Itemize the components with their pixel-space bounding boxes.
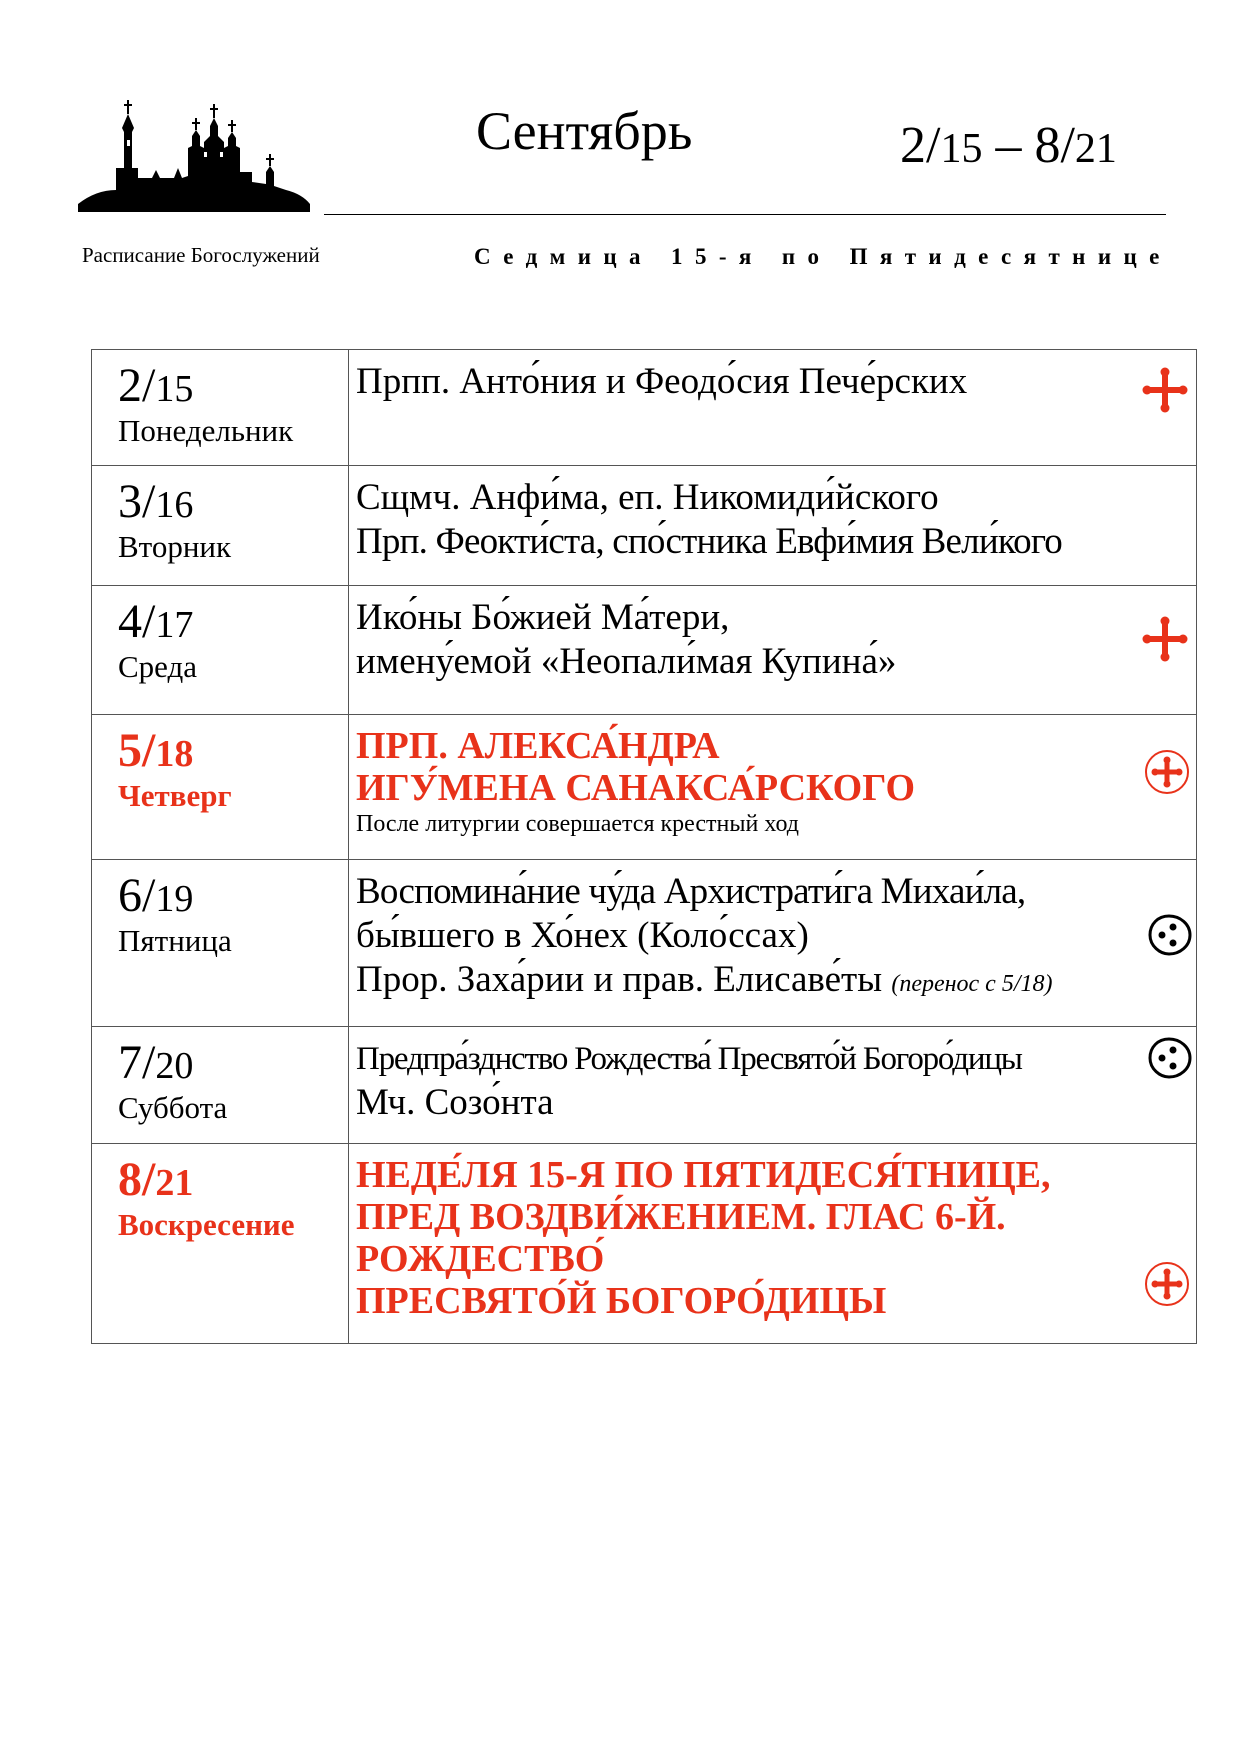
feast-line: Мч. Созо́нта (356, 1082, 554, 1123)
feast-line: Прп. Феокти́ста, спо́стника Евфи́мия Вели́кого (356, 521, 1062, 562)
feast-line: бы́вшего в Хо́нех (Коло́ссах) (356, 915, 809, 956)
feast-cell (349, 350, 1197, 466)
feast-line: Ико́ны Бо́жией Ма́тери, (356, 597, 730, 638)
date-number: 3/16 (118, 475, 194, 528)
feast-line: ПРЕСВЯТО́Й БОГОРО́ДИЦЫ (356, 1280, 887, 1322)
church-silhouette-icon (76, 86, 312, 212)
date-number: 8/21 (118, 1153, 194, 1206)
date-cell (92, 466, 349, 586)
date-number: 5/18 (118, 724, 194, 777)
table-row (92, 860, 1197, 1027)
feast-line: ПРП. АЛЕКСА́НДРА (356, 725, 720, 767)
date-number: 7/20 (118, 1036, 194, 1089)
weekday-label: Вторник (118, 529, 232, 564)
feast-cell (349, 466, 1197, 586)
range-separator: – 8/ (982, 117, 1075, 174)
feast-line: имену́емой «Неопали́мая Купина́» (356, 641, 897, 682)
weekday-label: Понедельник (118, 413, 294, 448)
week-title: Седмица 15-я по Пятидесятнице (474, 244, 1172, 269)
date-number: 4/17 (118, 595, 194, 648)
six-service-icon (1146, 912, 1192, 958)
feast-line: Прор. Заха́рии и прав. Елисаве́ты (перенос с 5/18) (356, 959, 1053, 1000)
date-cell (92, 860, 349, 1027)
date-cell (92, 350, 349, 466)
page-title: Сентябрь (476, 101, 693, 161)
table-row (92, 1027, 1197, 1144)
schedule-subtitle: Расписание Богослужений (82, 243, 320, 267)
date-cell (92, 1027, 349, 1144)
table-row (92, 466, 1197, 586)
date-cell (92, 586, 349, 715)
feast-line: Воспомина́ние чу́да Архистрати́га Михаи́ла, (356, 871, 1026, 912)
table-row (92, 715, 1197, 860)
feast-cell (349, 860, 1197, 1027)
header-divider (324, 214, 1166, 215)
date-number: 6/19 (118, 869, 194, 922)
range-start: 2/ (900, 117, 941, 174)
feast-note: После литургии совершается крестный ход (356, 811, 799, 837)
feast-line: ПРЕД ВОЗДВИ́ЖЕНИЕМ. ГЛАС 6-Й. (356, 1196, 1006, 1238)
date-cell (92, 715, 349, 860)
weekday-label: Среда (118, 649, 198, 684)
schedule-table (91, 349, 1197, 1344)
feast-cell (349, 1027, 1197, 1144)
transfer-note: (перенос с 5/18) (891, 971, 1053, 997)
feast-cell (349, 1144, 1197, 1344)
table-row (92, 350, 1197, 466)
feast-line: Предпра́зднство Рождества́ Пресвято́й Богоро́дицы (356, 1041, 1022, 1077)
weekday-label: Пятница (118, 923, 232, 958)
feast-line: РОЖДЕСТВО́ (356, 1238, 605, 1280)
range-start-small: 15 (940, 126, 983, 172)
feast-line: ИГУ́МЕНА САНАКСА́РСКОГО (356, 767, 915, 809)
feast-line: НЕДЕ́ЛЯ 15-Я ПО ПЯТИДЕСЯ́ТНИЦЕ, (356, 1154, 1051, 1196)
red-cross-icon (1142, 367, 1188, 413)
feast-line: Сщмч. Анфи́ма, еп. Никомиди́йского (356, 477, 939, 518)
table-row (92, 586, 1197, 715)
feast-line: Прпп. Анто́ния и Феодо́сия Пече́рских (356, 361, 968, 402)
feast-cell (349, 586, 1197, 715)
weekday-label: Воскресение (118, 1207, 295, 1242)
weekday-label: Суббота (118, 1090, 228, 1125)
date-number: 2/15 (118, 359, 194, 412)
date-cell (92, 1144, 349, 1344)
weekday-label: Четверг (118, 778, 232, 813)
red-circled-cross-icon (1144, 749, 1190, 795)
red-cross-icon (1142, 616, 1188, 662)
six-service-icon (1146, 1035, 1192, 1081)
church-silhouette-logo (76, 86, 312, 212)
red-circled-cross-icon (1144, 1261, 1190, 1307)
feast-cell (349, 715, 1197, 860)
date-range (900, 117, 1117, 174)
range-end-small: 21 (1074, 126, 1117, 172)
table-row (92, 1144, 1197, 1344)
